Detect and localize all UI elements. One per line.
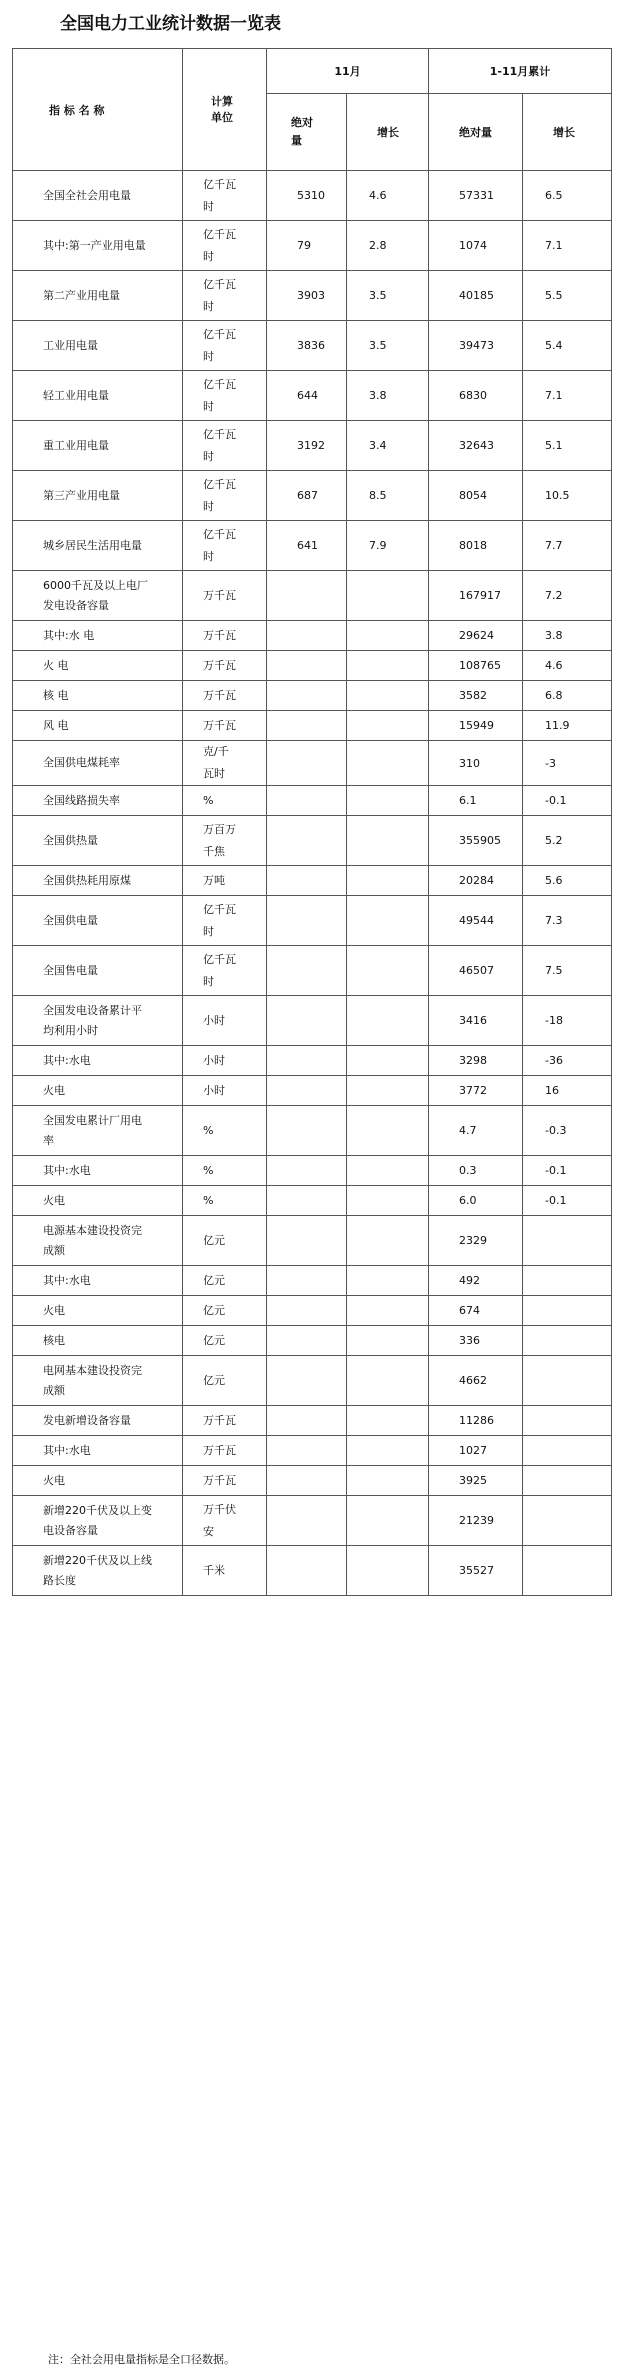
table-row (13, 996, 612, 1046)
cumulative-absolute: 167917 (429, 571, 523, 621)
month-growth: 2.8 (347, 221, 429, 271)
cumulative-growth (523, 1356, 612, 1406)
indicator-name: 重工业用电量 (13, 421, 183, 471)
month-absolute: 3836 (267, 321, 347, 371)
indicator-header: 指 标 名 称 (13, 49, 183, 171)
unit-cell: 克/千 瓦时 (183, 741, 267, 786)
cumulative-growth: -18 (523, 996, 612, 1046)
table-row (13, 1046, 612, 1076)
cumulative-growth (523, 1406, 612, 1436)
cumulative-absolute: 3772 (429, 1076, 523, 1106)
month-growth (347, 896, 429, 946)
table-row (13, 1106, 612, 1156)
month-absolute (267, 1546, 347, 1596)
indicator-name: 全国发电累计厂用电 率 (13, 1106, 183, 1156)
table-row (13, 651, 612, 681)
period-header-month: 11月 (267, 49, 429, 94)
cumulative-absolute: 8018 (429, 521, 523, 571)
indicator-name: 轻工业用电量 (13, 371, 183, 421)
table-row (13, 321, 612, 371)
month-growth (347, 946, 429, 996)
cumulative-absolute: 3925 (429, 1466, 523, 1496)
growth-header-month: 增长 (347, 94, 429, 171)
indicator-name: 全国全社会用电量 (13, 171, 183, 221)
unit-cell: 万千瓦 (183, 1436, 267, 1466)
cumulative-growth (523, 1266, 612, 1296)
cumulative-growth: 11.9 (523, 711, 612, 741)
cumulative-absolute: 11286 (429, 1406, 523, 1436)
unit-cell: 亿元 (183, 1326, 267, 1356)
month-absolute (267, 1156, 347, 1186)
unit-cell: 亿千瓦 时 (183, 371, 267, 421)
month-growth (347, 1356, 429, 1406)
unit-cell: % (183, 1186, 267, 1216)
month-growth (347, 1546, 429, 1596)
unit-cell: 万千瓦 (183, 711, 267, 741)
absolute-header-month: 绝对 量 (267, 94, 347, 171)
unit-cell: 万千伏 安 (183, 1496, 267, 1546)
month-absolute (267, 1466, 347, 1496)
table-row (13, 711, 612, 741)
unit-cell: 小时 (183, 996, 267, 1046)
cumulative-growth: 7.1 (523, 371, 612, 421)
month-growth (347, 1436, 429, 1466)
table-row (13, 1266, 612, 1296)
month-absolute: 79 (267, 221, 347, 271)
month-absolute (267, 786, 347, 816)
table-row (13, 571, 612, 621)
month-growth: 3.8 (347, 371, 429, 421)
unit-cell: 万千瓦 (183, 621, 267, 651)
table-row (13, 1436, 612, 1466)
month-absolute (267, 996, 347, 1046)
cumulative-growth (523, 1546, 612, 1596)
unit-cell: 千米 (183, 1546, 267, 1596)
unit-cell: 亿元 (183, 1216, 267, 1266)
month-growth: 7.9 (347, 521, 429, 571)
month-absolute: 641 (267, 521, 347, 571)
cumulative-growth: 5.5 (523, 271, 612, 321)
unit-cell: 亿千瓦 时 (183, 946, 267, 996)
table-row (13, 1216, 612, 1266)
indicator-name: 全国供电量 (13, 896, 183, 946)
month-growth (347, 1156, 429, 1186)
absolute-header-cumulative: 绝对量 (429, 94, 523, 171)
month-growth (347, 1266, 429, 1296)
cumulative-growth: 5.4 (523, 321, 612, 371)
cumulative-absolute: 108765 (429, 651, 523, 681)
unit-cell: 亿千瓦 时 (183, 521, 267, 571)
indicator-name: 全国供热量 (13, 816, 183, 866)
table-row (13, 171, 612, 221)
month-growth: 3.4 (347, 421, 429, 471)
month-growth (347, 711, 429, 741)
cumulative-growth (523, 1326, 612, 1356)
cumulative-growth: -0.1 (523, 1156, 612, 1186)
unit-cell: 亿元 (183, 1356, 267, 1406)
cumulative-absolute: 46507 (429, 946, 523, 996)
statistics-table (12, 48, 612, 1596)
table-row (13, 1156, 612, 1186)
table-row (13, 1356, 612, 1406)
table-row (13, 1296, 612, 1326)
table-row (13, 271, 612, 321)
table-row (13, 1186, 612, 1216)
table-row (13, 521, 612, 571)
indicator-name: 发电新增设备容量 (13, 1406, 183, 1436)
month-growth (347, 866, 429, 896)
month-absolute (267, 1326, 347, 1356)
unit-cell: 亿千瓦 时 (183, 271, 267, 321)
unit-cell: % (183, 1106, 267, 1156)
cumulative-growth: 6.5 (523, 171, 612, 221)
cumulative-absolute: 336 (429, 1326, 523, 1356)
cumulative-absolute: 29624 (429, 621, 523, 651)
cumulative-growth (523, 1216, 612, 1266)
indicator-name: 工业用电量 (13, 321, 183, 371)
cumulative-growth: 10.5 (523, 471, 612, 521)
table-row (13, 786, 612, 816)
table-row (13, 621, 612, 651)
cumulative-absolute: 1027 (429, 1436, 523, 1466)
footnote: 注：全社会用电量指标是全口径数据。 (48, 2353, 235, 2366)
cumulative-growth: 3.8 (523, 621, 612, 651)
table-row (13, 1496, 612, 1546)
cumulative-growth: 16 (523, 1076, 612, 1106)
indicator-name: 核电 (13, 1326, 183, 1356)
cumulative-absolute: 0.3 (429, 1156, 523, 1186)
unit-cell: 亿千瓦 时 (183, 321, 267, 371)
cumulative-growth: -3 (523, 741, 612, 786)
cumulative-absolute: 20284 (429, 866, 523, 896)
indicator-name: 火电 (13, 1296, 183, 1326)
month-absolute (267, 571, 347, 621)
table-row (13, 1466, 612, 1496)
unit-cell: 万千瓦 (183, 1466, 267, 1496)
unit-cell: 万吨 (183, 866, 267, 896)
cumulative-absolute: 8054 (429, 471, 523, 521)
indicator-name: 火 电 (13, 651, 183, 681)
month-growth (347, 1216, 429, 1266)
unit-cell: % (183, 786, 267, 816)
cumulative-growth: -0.1 (523, 786, 612, 816)
month-growth: 8.5 (347, 471, 429, 521)
unit-cell: 万千瓦 (183, 681, 267, 711)
month-absolute (267, 711, 347, 741)
cumulative-growth: 4.6 (523, 651, 612, 681)
unit-cell: 亿千瓦 时 (183, 171, 267, 221)
cumulative-growth: 7.5 (523, 946, 612, 996)
unit-cell: % (183, 1156, 267, 1186)
month-absolute (267, 741, 347, 786)
month-absolute (267, 1266, 347, 1296)
table-row (13, 896, 612, 946)
unit-cell: 亿千瓦 时 (183, 421, 267, 471)
table-row (13, 1326, 612, 1356)
cumulative-growth: 7.2 (523, 571, 612, 621)
cumulative-absolute: 310 (429, 741, 523, 786)
indicator-name: 全国售电量 (13, 946, 183, 996)
month-absolute (267, 866, 347, 896)
month-growth (347, 681, 429, 711)
page-title: 全国电力工业统计数据一览表 (60, 14, 281, 34)
unit-cell: 亿千瓦 时 (183, 221, 267, 271)
month-growth: 4.6 (347, 171, 429, 221)
cumulative-absolute: 57331 (429, 171, 523, 221)
cumulative-growth: -0.3 (523, 1106, 612, 1156)
month-growth (347, 1406, 429, 1436)
table-row (13, 1546, 612, 1596)
cumulative-growth: 7.7 (523, 521, 612, 571)
header-row-1 (13, 49, 612, 94)
month-absolute (267, 896, 347, 946)
indicator-name: 电网基本建设投资完 成额 (13, 1356, 183, 1406)
cumulative-growth (523, 1496, 612, 1546)
indicator-name: 新增220千伏及以上线 路长度 (13, 1546, 183, 1596)
month-growth: 3.5 (347, 321, 429, 371)
month-growth (347, 651, 429, 681)
cumulative-absolute: 40185 (429, 271, 523, 321)
cumulative-absolute: 2329 (429, 1216, 523, 1266)
month-absolute (267, 816, 347, 866)
indicator-name: 全国线路损失率 (13, 786, 183, 816)
cumulative-absolute: 492 (429, 1266, 523, 1296)
unit-cell: 小时 (183, 1076, 267, 1106)
month-absolute (267, 1406, 347, 1436)
indicator-name: 其中:水电 (13, 1156, 183, 1186)
indicator-name: 城乡居民生活用电量 (13, 521, 183, 571)
month-absolute (267, 681, 347, 711)
indicator-name: 全国供电煤耗率 (13, 741, 183, 786)
cumulative-growth: 7.1 (523, 221, 612, 271)
table-row (13, 1076, 612, 1106)
table-row (13, 741, 612, 786)
indicator-name: 6000千瓦及以上电厂 发电设备容量 (13, 571, 183, 621)
month-absolute (267, 946, 347, 996)
unit-cell: 小时 (183, 1046, 267, 1076)
month-absolute: 687 (267, 471, 347, 521)
month-absolute: 3903 (267, 271, 347, 321)
indicator-name: 火电 (13, 1076, 183, 1106)
cumulative-growth: 7.3 (523, 896, 612, 946)
indicator-name: 电源基本建设投资完 成额 (13, 1216, 183, 1266)
cumulative-absolute: 355905 (429, 816, 523, 866)
growth-header-cumulative: 增长 (523, 94, 612, 171)
cumulative-absolute: 6830 (429, 371, 523, 421)
indicator-name: 核 电 (13, 681, 183, 711)
cumulative-absolute: 39473 (429, 321, 523, 371)
cumulative-absolute: 15949 (429, 711, 523, 741)
cumulative-absolute: 32643 (429, 421, 523, 471)
month-absolute: 644 (267, 371, 347, 421)
table-row (13, 1406, 612, 1436)
cumulative-absolute: 3582 (429, 681, 523, 711)
month-absolute (267, 651, 347, 681)
cumulative-absolute: 3298 (429, 1046, 523, 1076)
month-growth: 3.5 (347, 271, 429, 321)
unit-cell: 万千瓦 (183, 571, 267, 621)
cumulative-growth: 6.8 (523, 681, 612, 711)
indicator-name: 火电 (13, 1466, 183, 1496)
indicator-name: 其中:水 电 (13, 621, 183, 651)
cumulative-absolute: 3416 (429, 996, 523, 1046)
table-row (13, 221, 612, 271)
indicator-name: 全国发电设备累计平 均利用小时 (13, 996, 183, 1046)
table-row (13, 681, 612, 711)
cumulative-absolute: 4662 (429, 1356, 523, 1406)
month-growth (347, 1076, 429, 1106)
cumulative-absolute: 674 (429, 1296, 523, 1326)
table-body (13, 171, 612, 1596)
month-absolute (267, 1046, 347, 1076)
table-row (13, 471, 612, 521)
cumulative-absolute: 1074 (429, 221, 523, 271)
cumulative-absolute: 6.1 (429, 786, 523, 816)
cumulative-absolute: 35527 (429, 1546, 523, 1596)
month-growth (347, 1326, 429, 1356)
month-absolute (267, 1186, 347, 1216)
indicator-name: 火电 (13, 1186, 183, 1216)
unit-cell: 亿元 (183, 1296, 267, 1326)
month-growth (347, 1186, 429, 1216)
cumulative-absolute: 4.7 (429, 1106, 523, 1156)
unit-cell: 万千瓦 (183, 1406, 267, 1436)
cumulative-growth: -0.1 (523, 1186, 612, 1216)
unit-cell: 万千瓦 (183, 651, 267, 681)
month-growth (347, 786, 429, 816)
unit-header-text: 计算 单位 (211, 94, 233, 124)
month-growth (347, 1496, 429, 1546)
table-row (13, 946, 612, 996)
month-growth (347, 1106, 429, 1156)
cumulative-absolute: 21239 (429, 1496, 523, 1546)
cumulative-absolute: 6.0 (429, 1186, 523, 1216)
unit-cell: 万百万 千焦 (183, 816, 267, 866)
month-growth (347, 741, 429, 786)
indicator-name: 第二产业用电量 (13, 271, 183, 321)
cumulative-growth (523, 1436, 612, 1466)
cumulative-growth (523, 1466, 612, 1496)
indicator-name: 新增220千伏及以上变 电设备容量 (13, 1496, 183, 1546)
month-absolute: 5310 (267, 171, 347, 221)
unit-cell: 亿元 (183, 1266, 267, 1296)
cumulative-growth: 5.6 (523, 866, 612, 896)
month-growth (347, 1296, 429, 1326)
cumulative-growth: -36 (523, 1046, 612, 1076)
unit-cell: 亿千瓦 时 (183, 471, 267, 521)
unit-header (183, 49, 267, 171)
table-row (13, 816, 612, 866)
indicator-name: 其中:水电 (13, 1046, 183, 1076)
table-row (13, 421, 612, 471)
month-absolute (267, 1076, 347, 1106)
indicator-name: 风 电 (13, 711, 183, 741)
unit-cell: 亿千瓦 时 (183, 896, 267, 946)
cumulative-growth: 5.2 (523, 816, 612, 866)
month-absolute (267, 1216, 347, 1266)
month-growth (347, 1046, 429, 1076)
table-row (13, 371, 612, 421)
indicator-name: 全国供热耗用原煤 (13, 866, 183, 896)
cumulative-growth: 5.1 (523, 421, 612, 471)
cumulative-absolute: 49544 (429, 896, 523, 946)
table-row (13, 866, 612, 896)
cumulative-growth (523, 1296, 612, 1326)
indicator-name: 其中:水电 (13, 1436, 183, 1466)
month-absolute (267, 1356, 347, 1406)
month-absolute (267, 1106, 347, 1156)
month-absolute (267, 1436, 347, 1466)
month-growth (347, 1466, 429, 1496)
period-header-cumulative: 1-11月累计 (429, 49, 612, 94)
month-growth (347, 816, 429, 866)
month-growth (347, 571, 429, 621)
month-growth (347, 621, 429, 651)
month-absolute (267, 1496, 347, 1546)
indicator-name: 其中:水电 (13, 1266, 183, 1296)
month-growth (347, 996, 429, 1046)
indicator-name: 第三产业用电量 (13, 471, 183, 521)
month-absolute: 3192 (267, 421, 347, 471)
indicator-name: 其中:第一产业用电量 (13, 221, 183, 271)
month-absolute (267, 1296, 347, 1326)
month-absolute (267, 621, 347, 651)
